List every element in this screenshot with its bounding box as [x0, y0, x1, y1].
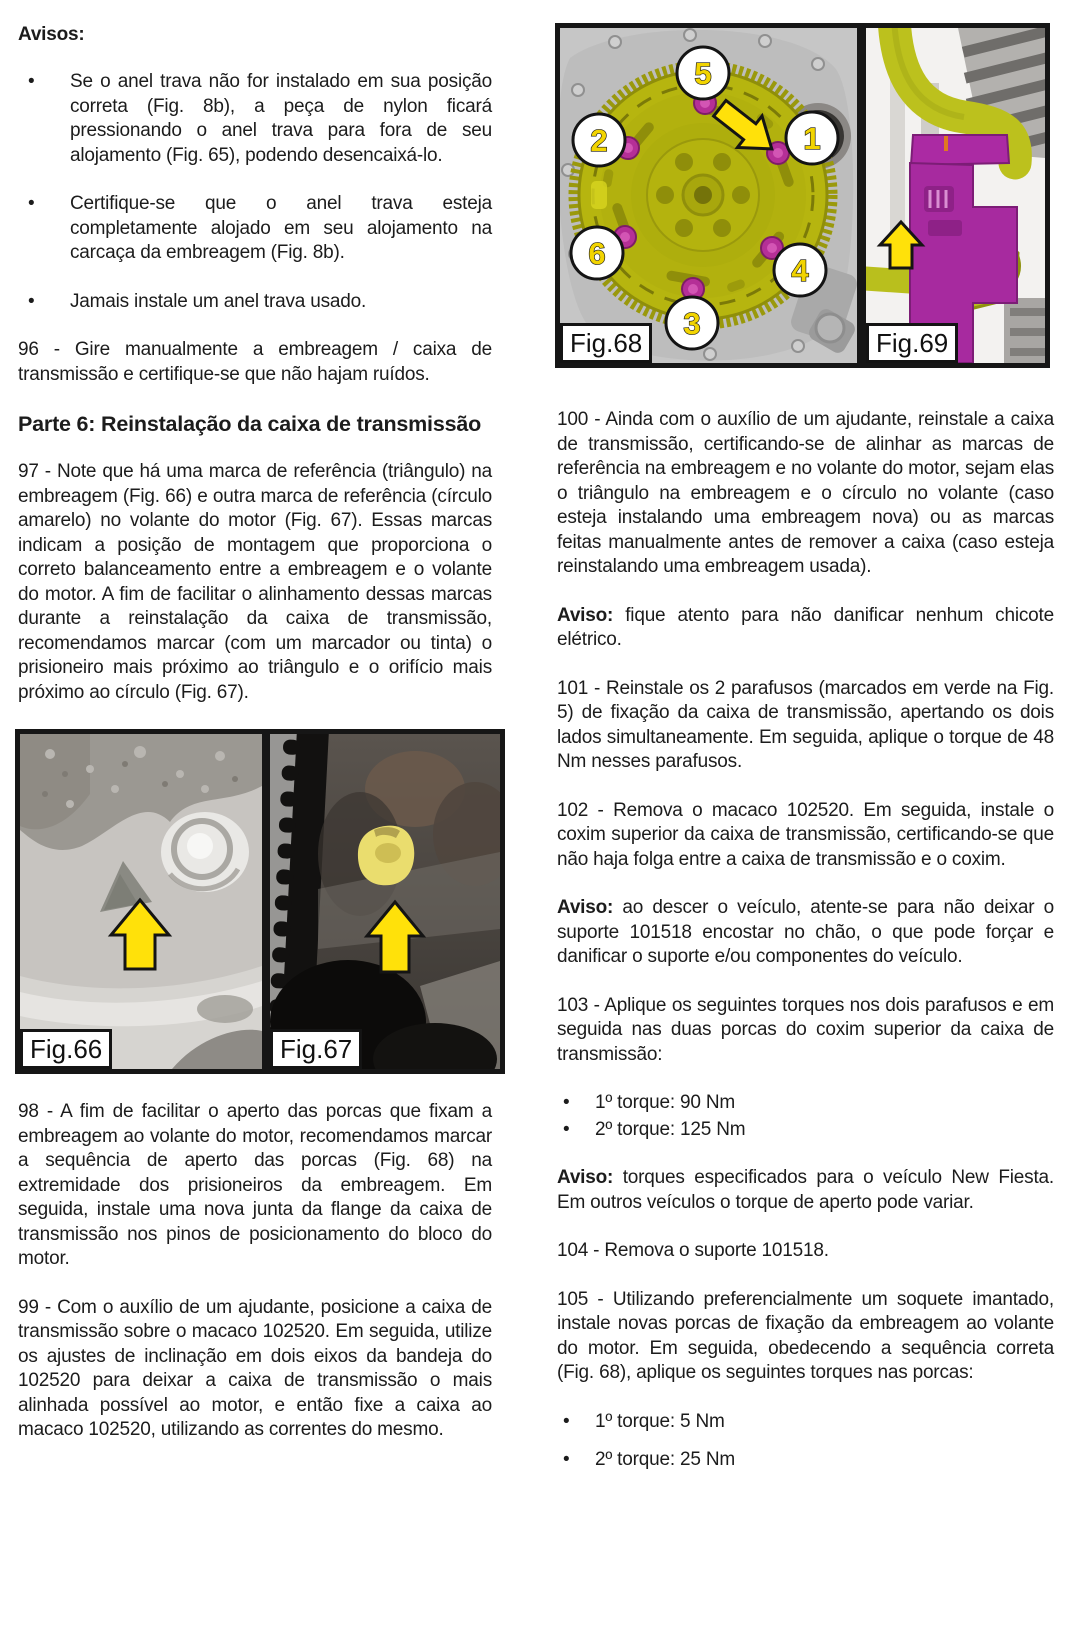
- figure-68: [560, 28, 857, 363]
- step-101: 101 - Reinstale os 2 parafusos (marcados em verde na Fig. 5) de fixação da caixa de transmissão, apertando os dois lados simultaneamente. Em seguida, aplique o torque de 48 Nm nesses parafusos.: [557, 677, 1054, 772]
- bullet-dot: •: [563, 1449, 570, 1470]
- figure-68-illustration: [560, 28, 857, 363]
- figure-divider: [262, 734, 270, 1069]
- svg-text:4: 4: [791, 253, 809, 288]
- figure-69: [866, 28, 1045, 363]
- callout-4: [774, 244, 826, 296]
- bullet-dot: •: [28, 193, 35, 214]
- figure-66-photo: [20, 734, 262, 1069]
- bullet-dot: •: [563, 1092, 570, 1113]
- step-104: 104 - Remova o suporte 101518.: [557, 1240, 829, 1261]
- yellow-circle-mark: [358, 826, 414, 886]
- aviso-new-fiesta: [557, 1166, 1054, 1215]
- svg-text:6: 6: [588, 236, 606, 271]
- callout-1: [786, 112, 838, 164]
- warning-item: [18, 70, 492, 168]
- aviso-label: Aviso:: [557, 897, 614, 918]
- step-96: 96 - Gire manualmente a embreagem / caixa de transmissão e certifique-se que não hajam ruídos.: [18, 339, 492, 385]
- aviso-label: Aviso:: [557, 604, 614, 626]
- callout-5: [677, 47, 729, 99]
- svg-text:2: 2: [590, 123, 608, 158]
- figure-67-label: Fig.67: [270, 1029, 362, 1069]
- stud-highlight: [161, 812, 249, 892]
- avisos-heading: Avisos:: [18, 24, 85, 45]
- step-105: 105 - Utilizando preferencialmente um soquete imantado, instale novas porcas de fixação da embreagem ao volante do motor. Em seguida, obedecendo a sequência correta (Fig. 68), aplique os seguintes torques nas porcas:: [557, 1288, 1054, 1383]
- svg-text:5: 5: [694, 56, 712, 91]
- bullet-dot: •: [563, 1118, 570, 1140]
- bullet-dot: •: [28, 290, 35, 312]
- bullet-dot: •: [563, 1410, 570, 1432]
- callout-3: [666, 297, 718, 349]
- step-100: 100 - Ainda com o auxílio de um ajudante, reinstale a caixa de transmissão, certificando-se de alinhar as marcas de referência na embreagem e no volante do motor, sejam elas o triângulo na embreagem e o círculo no volante (caso esteja instalando uma embreagem nova) ou as marcas feitas manualmente antes de remover a caixa (caso esteja reinstalando uma embreagem usada).: [557, 409, 1054, 577]
- figure-66: [20, 734, 262, 1069]
- torque-text: 1º torque: 90 Nm: [595, 1092, 735, 1113]
- torque-item: [557, 1410, 1054, 1435]
- warning-item: [18, 290, 492, 315]
- warning-item: [18, 192, 492, 266]
- aviso-label: Aviso:: [557, 1167, 614, 1188]
- figure-68-label: Fig.68: [560, 323, 652, 363]
- step-99: 99 - Com o auxílio de um ajudante, posicione a caixa de transmissão sobre o macaco 102520. Em seguida, utilize os ajustes de inclinação em dois eixos da bandeja do 102520 para deixar a caixa de transmissão o mais alinhada possível ao motor, e então fixe a caixa ao macaco 102520, utilizando as correntes do mesmo.: [18, 1296, 492, 1440]
- torque-text: 2º torque: 125 Nm: [595, 1118, 746, 1140]
- engine-lower: [1004, 298, 1045, 363]
- aviso-suporte: [557, 896, 1054, 970]
- step-102: 102 - Remova o macaco 102520. Em seguida, instale o coxim superior da caixa de transmissão, certificando-se que não haja folga entre a caixa de transmissão e o coxim.: [557, 799, 1054, 870]
- aviso-text: torques especificados para o veículo New Fiesta. Em outros veículos o torque de aperto pode variar.: [557, 1167, 1054, 1213]
- figure-panel-68-69: [555, 23, 1050, 368]
- svg-text:3: 3: [683, 306, 701, 341]
- warning-text: Se o anel trava não for instalado em sua posição correta (Fig. 8b), a peça de nylon ficará pressionando o anel trava para fora de seu alojamento (Fig. 65), podendo desencaixá-lo.: [70, 71, 492, 166]
- right-column: [557, 23, 1054, 1475]
- part6-heading: Parte 6: Reinstalação da caixa de transmissão: [18, 412, 482, 436]
- callout-2: [573, 114, 625, 166]
- figure-66-label: Fig.66: [20, 1029, 112, 1069]
- callout-6: [571, 227, 623, 279]
- figure-69-label: Fig.69: [866, 323, 958, 363]
- figure-69-illustration: [866, 28, 1045, 363]
- aviso-text: fique atento para não danificar nenhum chicote elétrico.: [557, 604, 1054, 650]
- svg-text:1: 1: [803, 121, 821, 156]
- left-column: [18, 24, 492, 1443]
- figure-panel-66-67: [15, 729, 505, 1074]
- aviso-chicote: [557, 604, 1054, 653]
- torque-text: 2º torque: 25 Nm: [595, 1449, 735, 1470]
- warning-text: Certifique-se que o anel trava esteja completamente alojado em seu alojamento na carcaça da embreagem (Fig. 8b).: [70, 193, 492, 263]
- step-103: 103 - Aplique os seguintes torques nos dois parafusos e em seguida nas duas porcas do coxim superior da caixa de transmissão:: [557, 994, 1054, 1065]
- step-97: 97 - Note que há uma marca de referência (triângulo) na embreagem (Fig. 66) e outra marca de referência (círculo amarelo) no volante do motor (Fig. 67). Essas marcas indicam a posição de montagem que proporciona o correto balanceamento entre a embreagem e o volante do motor. A fim de facilitar o alinhamento dessas marcas durante a reinstalação da caixa de transmissão, recomendamos marcar (com um marcador ou tinta) o prisioneiro mais próximo ao triângulo e o orifício mais próximo ao círculo (Fig. 67).: [18, 461, 492, 703]
- figure-divider: [857, 28, 866, 363]
- figure-67: [270, 734, 500, 1069]
- torque-item: [557, 1118, 1054, 1143]
- warning-text: Jamais instale um anel trava usado.: [70, 290, 367, 312]
- torque-item: [557, 1091, 1054, 1116]
- bullet-dot: •: [28, 71, 35, 92]
- aviso-text: ao descer o veículo, atente-se para não deixar o suporte 101518 encostar no chão, o que pode forçar e danificar o suporte e/ou componentes do veículo.: [557, 897, 1054, 967]
- figure-67-photo: [270, 734, 500, 1069]
- step-98: 98 - A fim de facilitar o aperto das porcas que fixam a embreagem ao volante do motor, recomendamos marcar a sequência de aperto das porcas (Fig. 68) na extremidade dos prisioneiros da embreagem. Em seguida, instale uma nova junta da flange da caixa de transmissão nos pinos de posicionamento do bloco do motor.: [18, 1101, 492, 1269]
- torque-item: [557, 1448, 1054, 1473]
- torque-text: 1º torque: 5 Nm: [595, 1410, 725, 1432]
